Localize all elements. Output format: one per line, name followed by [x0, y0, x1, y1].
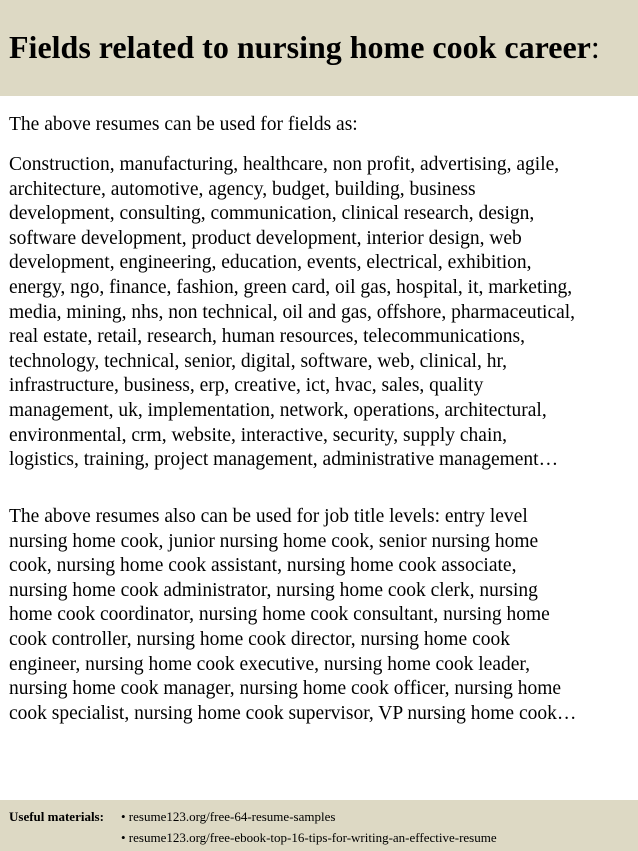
- job-levels-line: nursing home cook, junior nursing home cook, senior nursing home: [9, 530, 539, 552]
- fields-line: environmental, crm, website, interactive, security, supply chain,: [9, 424, 507, 446]
- fields-line: development, consulting, communication, clinical research, design,: [9, 203, 535, 225]
- job-levels-line: home cook coordinator, nursing home cook consultant, nursing home: [9, 604, 550, 626]
- page-title-colon: :: [590, 29, 600, 65]
- fields-line: management, uk, implementation, network, operations, architectural,: [9, 399, 547, 421]
- fields-paragraph: [9, 153, 634, 473]
- ebook-tips-link[interactable]: • resume123.org/free-ebook-top-16-tips-for-writing-an-effective-resume: [121, 830, 497, 845]
- fields-line: media, mining, nhs, non technical, oil and gas, offshore, pharmaceutical,: [9, 301, 576, 323]
- fields-line: infrastructure, business, erp, creative, ict, hvac, sales, quality: [9, 375, 484, 397]
- fields-line: logistics, training, project management, administrative management…: [9, 449, 559, 471]
- title-band: [0, 0, 638, 96]
- useful-materials-separator: :: [99, 809, 104, 824]
- intro-text: The above resumes can be used for fields as:: [9, 114, 358, 135]
- job-levels-line: cook controller, nursing home cook director, nursing home cook: [9, 628, 510, 650]
- job-levels-line: nursing home cook manager, nursing home cook officer, nursing home: [9, 678, 562, 700]
- useful-materials-label-text: Useful materials: [9, 809, 100, 824]
- fields-line: energy, ngo, finance, fashion, green card, oil gas, hospital, it, marketing,: [9, 276, 573, 298]
- job-levels-line: The above resumes also can be used for job title levels: entry level: [9, 506, 528, 527]
- page-title: [9, 27, 600, 67]
- page-title-text: Fields related to nursing home cook career: [9, 29, 591, 65]
- fields-line: development, engineering, education, events, electrical, exhibition,: [9, 252, 532, 274]
- job-levels-line: cook specialist, nursing home cook supervisor, VP nursing home cook…: [9, 702, 577, 724]
- fields-line: architecture, automotive, agency, budget, building, business: [9, 178, 476, 200]
- fields-line: software development, product development, interior design, web: [9, 227, 522, 249]
- job-levels-line: cook, nursing home cook assistant, nursing home cook associate,: [9, 555, 517, 577]
- useful-materials-label: [9, 809, 104, 825]
- job-levels-paragraph: [9, 505, 634, 726]
- fields-line: Construction, manufacturing, healthcare, non profit, advertising, agile,: [9, 154, 560, 175]
- resume-samples-link[interactable]: • resume123.org/free-64-resume-samples: [121, 809, 336, 824]
- job-levels-line: engineer, nursing home cook executive, nursing home cook leader,: [9, 653, 530, 675]
- fields-line: technology, technical, senior, digital, software, web, clinical, hr,: [9, 350, 508, 372]
- fields-line: real estate, retail, research, human resources, telecommunications,: [9, 326, 525, 348]
- job-levels-line: nursing home cook administrator, nursing home cook clerk, nursing: [9, 579, 538, 601]
- useful-materials-footer: [0, 800, 638, 851]
